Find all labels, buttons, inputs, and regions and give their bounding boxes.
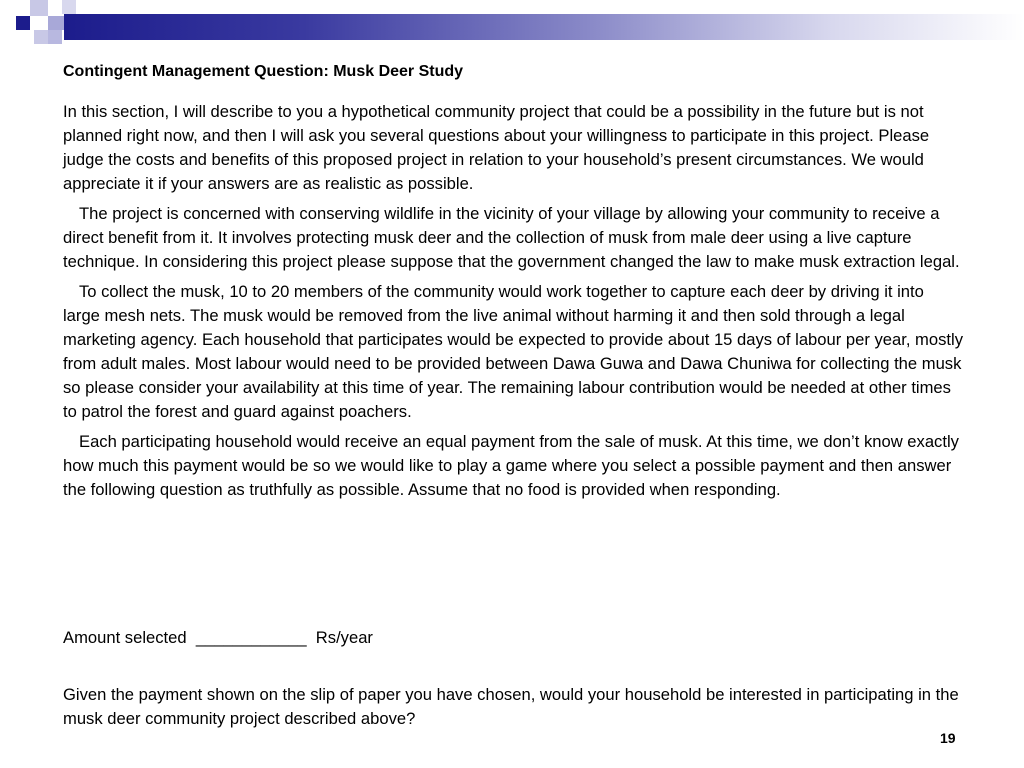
payment-paragraph: Each participating household would receive an equal payment from the sale of musk. At this time, we don’t know exactly how much this payment would be so we would like to play a game where you select a possible payment and then answer the following question as truthfully as possible. Assume that no food is provided when responding. <box>63 432 959 499</box>
intro-paragraph: In this section, I will describe to you a hypothetical community project that could be a possibility in the future but is not planned right now, and then I will ask you several questions about your willingness to participate in this project. Please judge the costs and benefits of this proposed project in relation to your household’s present circumstances. We would appreciate it if your answers are as realistic as possible. <box>63 102 930 193</box>
participation-question: Given the payment shown on the slip of paper you have chosen, would your household be interested in participating in the musk deer community project described above? <box>63 685 959 728</box>
decorative-square <box>48 30 62 44</box>
slide-title: Contingent Management Question: Musk Deer Study <box>63 63 464 80</box>
header-gradient-bar <box>64 14 1024 40</box>
slide-body <box>63 100 963 508</box>
decorative-square <box>48 16 64 30</box>
page-number: 19 <box>940 730 956 746</box>
project-paragraph: The project is concerned with conserving wildlife in the vicinity of your village by allowing your community to receive a direct benefit from it. It involves protecting musk deer and the collection of musk from male deer using a live capture technique. In considering this project please suppose that the government changed the law to make musk extraction legal. <box>63 204 960 271</box>
labour-paragraph: To collect the musk, 10 to 20 members of the community would work together to capture each deer by driving it into large mesh nets. The musk would be removed from the live animal without harming it and then sold through a legal marketing agency. Each household that participates would be expected to provide about 15 days of labour per year, mostly from adult males. Most labour would need to be provided between Dawa Guwa and Dawa Chuniwa for collecting the musk so please consider your availability at this time of year. The remaining labour contribution would be needed at other times to patrol the forest and guard against poachers. <box>63 282 963 421</box>
decorative-square <box>62 0 76 14</box>
amount-selected-line: Amount selected ____________ Rs/year <box>63 628 373 647</box>
decorative-square <box>34 30 48 44</box>
decorative-square <box>30 0 48 16</box>
decorative-square <box>16 16 30 30</box>
